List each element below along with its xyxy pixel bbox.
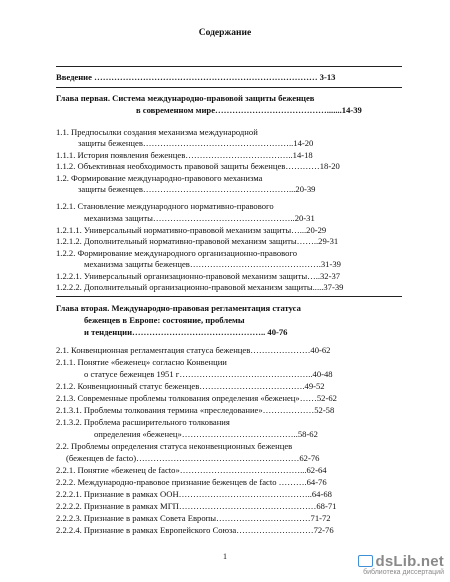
toc-entry-cont: (беженцев de facto)…………………………………………………62-76 — [66, 453, 320, 463]
watermark-logo — [358, 553, 444, 570]
toc-entry-intro: Введение …………………………………………………………………… 3-13 — [56, 72, 336, 82]
toc-entry-cont: защиты беженцев……………………………………………..14-20 — [78, 138, 314, 148]
section-rule — [56, 87, 402, 88]
watermark — [358, 553, 444, 576]
toc-entry-cont: о статусе беженцев 1951 г………………………………………..40-48 — [84, 369, 333, 379]
toc-entry: 1.2. Формирование международно-правового механизма — [56, 173, 263, 183]
toc-entry: 2.2.2.3. Признание в рамках Совета Европы……………………………71-72 — [56, 513, 331, 523]
watermark-tagline: библиотека диссертаций — [363, 569, 444, 576]
toc-chapter-1-cont: в современном мире………………………………….......14-39 — [136, 105, 362, 115]
toc-entry: 1.1.1. История появления беженцев………………………………..14-18 — [56, 150, 313, 160]
toc-chapter-2-cont: и тенденции……………………………………….. 40-76 — [84, 327, 288, 337]
section-rule — [56, 296, 402, 297]
toc-entry-cont: защиты беженцев……………………………………………...20-39 — [78, 184, 316, 194]
toc-entry: 2.1. Конвенционная регламентация статуса беженцев…………………40-62 — [56, 345, 331, 355]
toc-chapter-2: Глава вторая. Международно-правовая регламентация статуса — [56, 303, 301, 313]
toc-entry: 1.2.2. Формирование международного организационно-правового — [56, 248, 298, 258]
toc-entry: 1.2.1.2. Дополнительный нормативно-правовой механизм защиты……..29-31 — [56, 236, 339, 246]
toc-entry-cont: механизма защиты беженцев……………………………………….31-39 — [84, 259, 341, 269]
toc-entry: 1.2.2.1. Универсальный организационно-правовой механизм защиты…..32-37 — [56, 271, 341, 281]
toc-entry: 2.2.2. Международно-правовое признание беженцев de facto ……….64-76 — [56, 477, 327, 487]
toc-entry: 2.2.2.4. Признание в рамках Европейского Союза………………………72-76 — [56, 525, 334, 535]
toc-entry: 1.1. Предпосылки создания механизма международной — [56, 127, 258, 137]
toc-entry: 1.2.1.1. Универсальный нормативно-правовой механизм защиты…...20-29 — [56, 225, 327, 235]
toc-entry: 2.1.1. Понятие «беженец» согласно Конвенции — [56, 357, 227, 367]
toc-entry-cont: определения «беженец»…………………………………..58-62 — [94, 429, 318, 439]
top-rule — [56, 66, 402, 67]
toc-entry: 2.2. Проблемы определения статуса неконвенционных беженцев — [56, 441, 293, 451]
toc-chapter-2-cont: беженцев в Европе: состояние, проблемы — [84, 315, 245, 325]
toc-entry: 2.1.3. Современные проблемы толкования определения «беженец»……52-62 — [56, 393, 337, 403]
toc-chapter-1: Глава первая. Система международно-правовой защиты беженцев — [56, 93, 315, 103]
toc-entry-cont: механизма защиты…………………………………………..20-31 — [84, 213, 315, 223]
toc-entry: 2.1.2. Конвенционный статус беженцев……………………………….49-52 — [56, 381, 325, 391]
toc-entry: 2.2.2.1. Признание в рамках ООН………………………………………..64-68 — [56, 489, 332, 499]
toc-entry: 2.2.1. Понятие «беженец de facto»……………………………………...62-64 — [56, 465, 327, 475]
toc-entry: 2.1.3.1. Проблемы толкования термина «преследование»………………52-58 — [56, 405, 335, 415]
toc-title: Содержание — [198, 28, 252, 38]
book-icon — [358, 555, 373, 567]
page-number: 1 — [223, 552, 227, 561]
toc-entry: 1.1.2. Объективная необходимость правовой защиты беженцев…………18-20 — [56, 161, 340, 171]
toc-entry: 2.2.2.2. Признание в рамках МГП…………………………………………68-71 — [56, 501, 337, 511]
toc-entry: 1.2.2.2. Дополнительный организационно-правовой механизм защиты.....37-39 — [56, 282, 344, 292]
toc-entry: 2.1.3.2. Проблема расширительного толкования — [56, 417, 230, 427]
watermark-logo-text: dsLib.net — [375, 553, 444, 570]
toc-entry: 1.2.1. Становление международного нормативно-правового — [56, 201, 274, 211]
